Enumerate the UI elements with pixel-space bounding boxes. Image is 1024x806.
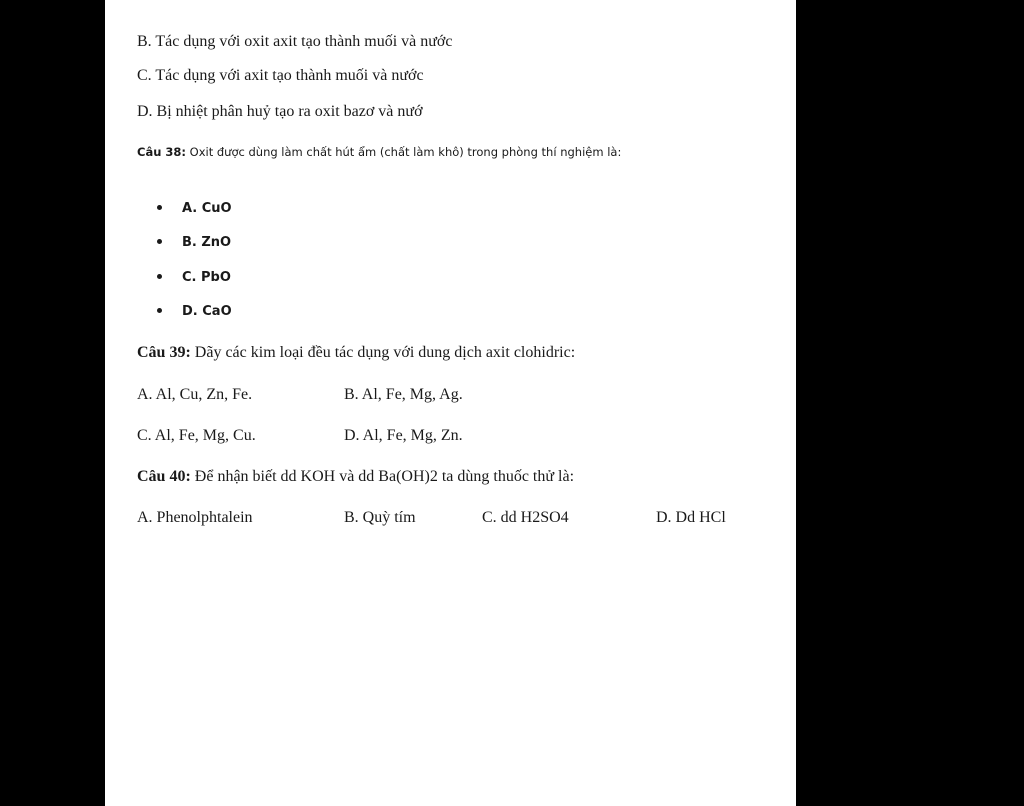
- q40-text: Để nhận biết dd KOH và dd Ba(OH)2 ta dùng thuốc thử là:: [190, 468, 575, 485]
- q39-option-c: C. Al, Fe, Mg, Cu.: [137, 427, 256, 444]
- bullet-icon: [157, 205, 162, 210]
- q40-option-d: D. Dd HCl: [656, 509, 726, 526]
- q39-text: Dãy các kim loại đều tác dụng với dung dịch axit clohidric:: [190, 344, 576, 361]
- q38-option-a: [157, 201, 232, 216]
- q38-option-d: [157, 304, 232, 319]
- q38-option-c: [157, 270, 231, 285]
- q39-option-d: D. Al, Fe, Mg, Zn.: [344, 427, 463, 444]
- q37-option-d: D. Bị nhiệt phân huỷ tạo ra oxit bazơ và nướ: [137, 103, 423, 120]
- q40-option-a: A. Phenolphtalein: [137, 509, 253, 526]
- q40-option-b: B. Quỳ tím: [344, 509, 416, 526]
- q39-option-b: B. Al, Fe, Mg, Ag.: [344, 386, 463, 403]
- q40-label: Câu 40:: [137, 468, 191, 485]
- bullet-icon: [157, 274, 162, 279]
- q38-option-d-label: D. CaO: [182, 304, 232, 319]
- bullet-icon: [157, 239, 162, 244]
- q38-question: [137, 145, 621, 159]
- q38-option-b: [157, 235, 231, 250]
- q37-option-c: C. Tác dụng với axit tạo thành muối và nước: [137, 67, 424, 84]
- q39-question: [137, 344, 575, 362]
- document-page: [105, 0, 796, 806]
- q37-option-b: B. Tác dụng với oxit axit tạo thành muối và nước: [137, 33, 453, 50]
- q40-option-c: C. dd H2SO4: [482, 509, 569, 526]
- q38-option-c-label: C. PbO: [182, 270, 231, 285]
- q39-label: Câu 39:: [137, 344, 191, 361]
- q38-text: Oxit được dùng làm chất hút ẩm (chất làm khô) trong phòng thí nghiệm là:: [186, 145, 622, 159]
- q38-option-a-label: A. CuO: [182, 201, 232, 216]
- q38-option-b-label: B. ZnO: [182, 235, 232, 250]
- bullet-icon: [157, 308, 162, 313]
- q38-label: Câu 38:: [137, 145, 186, 159]
- q39-option-a: A. Al, Cu, Zn, Fe.: [137, 386, 253, 403]
- q40-question: [137, 468, 574, 486]
